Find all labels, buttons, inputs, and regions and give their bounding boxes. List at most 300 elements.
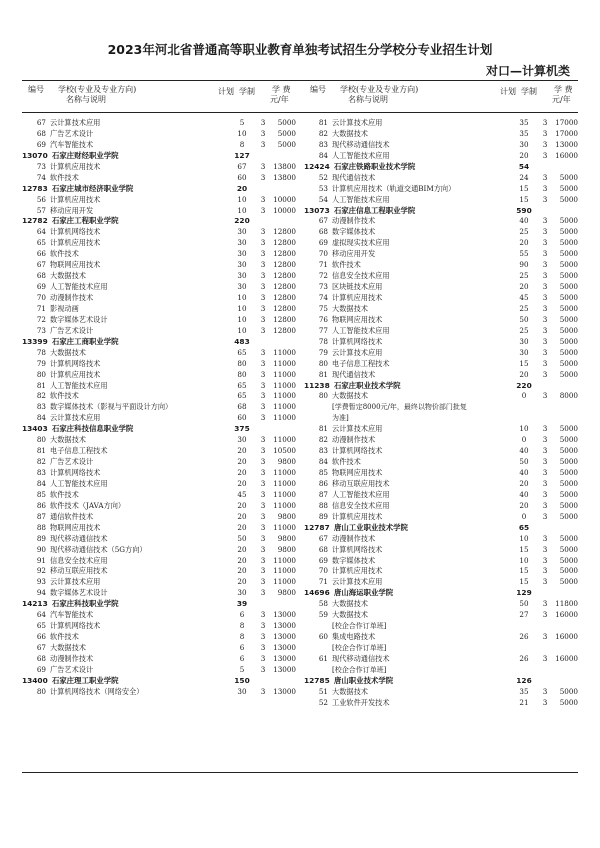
major-row	[304, 337, 578, 348]
code-cell: 87	[318, 489, 328, 499]
school-row	[22, 599, 296, 610]
name-cell: 人工智能技术应用	[50, 380, 108, 390]
plan-cell: 0	[521, 391, 527, 401]
years-cell: 3	[542, 500, 548, 510]
code-cell: 13070	[22, 150, 48, 160]
fee-cell: 17000	[555, 118, 578, 127]
fee-cell: 5000	[559, 271, 578, 281]
plan-cell: 30	[237, 227, 247, 237]
major-row	[22, 195, 296, 206]
years-cell: 3	[260, 194, 266, 204]
plan-cell: 483	[234, 336, 250, 346]
years-cell: 3	[260, 369, 266, 379]
fee-cell: 5000	[559, 238, 578, 248]
years-cell: 3	[542, 216, 548, 226]
code-cell: 75	[318, 303, 328, 313]
years-cell: 3	[542, 227, 548, 237]
name-cell: 现代移动通信技术	[332, 653, 390, 663]
major-row	[22, 468, 296, 479]
years-cell: 3	[260, 161, 266, 171]
major-row	[22, 391, 296, 402]
fee-cell: 11000	[273, 347, 296, 357]
major-row	[22, 621, 296, 632]
major-row	[22, 501, 296, 512]
plan-cell: 35	[519, 686, 529, 696]
major-row	[304, 632, 578, 643]
years-cell: 3	[260, 238, 266, 248]
major-row	[22, 206, 296, 217]
years-cell: 3	[542, 544, 548, 554]
years-cell: 3	[542, 194, 548, 204]
years-cell: 3	[260, 380, 266, 390]
years-cell: 3	[542, 697, 548, 707]
fee-cell: 5000	[559, 314, 578, 324]
years-cell: 3	[260, 293, 266, 302]
fee-cell: 11000	[273, 577, 296, 587]
major-row	[304, 610, 578, 621]
plan-cell: 30	[237, 435, 247, 445]
fee-cell: 5000	[559, 227, 578, 237]
code-cell: 69	[36, 139, 46, 149]
header-fee-line2: 元/年	[270, 95, 289, 104]
plan-cell: 0	[521, 511, 527, 521]
name-cell: 计算机网络技术	[50, 621, 101, 631]
name-cell: 动漫制作技术	[332, 435, 376, 445]
plan-cell: 10	[519, 533, 529, 543]
plan-cell: 20	[519, 282, 529, 292]
plan-cell: 10	[519, 555, 529, 565]
fee-cell: 5000	[559, 325, 578, 335]
plan-cell: 5	[239, 664, 245, 674]
plan-cell: 30	[519, 336, 529, 346]
right-column	[304, 118, 578, 709]
fee-cell: 11000	[273, 391, 296, 401]
major-row	[22, 271, 296, 282]
major-row	[22, 512, 296, 523]
fee-cell: 5000	[559, 468, 578, 477]
header-plan: 计划	[500, 87, 516, 96]
fee-cell: 5000	[559, 347, 578, 357]
plan-cell: 15	[519, 577, 529, 587]
plan-cell: 5	[239, 118, 245, 127]
code-cell: 70	[36, 293, 46, 302]
header-years: 学制	[239, 87, 255, 96]
plan-cell: 45	[519, 293, 529, 302]
major-row	[22, 293, 296, 304]
code-cell: 13403	[22, 424, 48, 434]
code-cell: 67	[36, 643, 46, 652]
code-cell: 84	[36, 478, 46, 488]
plan-cell: 30	[237, 271, 247, 281]
major-row	[22, 479, 296, 490]
code-cell: 56	[36, 194, 46, 204]
major-row	[304, 227, 578, 238]
code-cell: 84	[318, 150, 328, 160]
years-cell: 3	[260, 686, 266, 696]
fee-cell: 5000	[559, 369, 578, 379]
plan-cell: 127	[234, 150, 250, 160]
name-cell: 虚拟现实技术应用	[332, 238, 390, 248]
name-cell: 现代移动通信技术（5G方向）	[50, 544, 147, 554]
code-cell: 74	[36, 172, 46, 182]
code-cell: 12787	[304, 522, 330, 532]
major-row	[304, 151, 578, 162]
name-cell: 大数据技术	[332, 599, 368, 609]
code-cell: 83	[36, 402, 46, 412]
name-cell: 计算机网络技术	[332, 336, 383, 346]
plan-cell: 8	[239, 632, 245, 642]
code-cell: 80	[318, 391, 328, 401]
years-cell: 3	[542, 282, 548, 292]
major-row	[22, 118, 296, 129]
fee-cell: 11000	[273, 489, 296, 499]
fee-cell: 5000	[559, 183, 578, 193]
plan-cell: 80	[237, 358, 247, 368]
name-cell: 移动互联应用技术	[332, 478, 390, 488]
header-school-line2: 名称与说明	[66, 95, 106, 104]
document-title: 2023年河北省普通高等职业教育单独考试招生分学校分专业招生计划	[107, 42, 493, 57]
code-cell: 80	[36, 435, 46, 445]
plan-cell: 26	[519, 653, 529, 663]
code-cell: 79	[36, 358, 46, 368]
plan-cell: 30	[519, 139, 529, 149]
fee-cell: 11000	[273, 369, 296, 379]
major-row	[304, 490, 578, 501]
fee-cell: 9800	[277, 511, 296, 521]
major-row	[304, 566, 578, 577]
plan-cell: 15	[519, 544, 529, 554]
major-row	[304, 556, 578, 567]
code-cell: 82	[36, 457, 46, 467]
years-cell: 3	[542, 566, 548, 576]
name-cell: 数字媒体艺术设计	[50, 588, 108, 598]
name-cell: 影视动画	[50, 303, 79, 313]
code-cell: 92	[36, 566, 46, 576]
code-cell: 85	[36, 489, 46, 499]
header-top-rule	[22, 80, 578, 81]
school-row	[22, 151, 296, 162]
major-row	[304, 173, 578, 184]
name-cell: 集成电路技术	[332, 632, 376, 642]
years-cell: 3	[260, 468, 266, 477]
name-cell: 广告艺术设计	[50, 664, 94, 674]
plan-cell: 21	[519, 697, 529, 707]
code-cell: 13399	[22, 336, 48, 346]
years-cell: 3	[260, 391, 266, 401]
major-row	[304, 216, 578, 227]
name-cell: 石家庄理工职业学院	[52, 675, 119, 685]
name-cell: 计算机网络技术	[50, 227, 101, 237]
name-cell: 移动应用开发	[50, 205, 94, 215]
plan-cell: 6	[239, 643, 245, 652]
years-cell: 3	[542, 435, 548, 445]
plan-cell: 40	[519, 446, 529, 456]
code-cell: 77	[318, 325, 328, 335]
code-cell: 91	[36, 555, 46, 565]
plan-cell: 6	[239, 653, 245, 663]
header-bottom-rule	[22, 112, 578, 113]
name-cell: 移动互联应用技术	[50, 566, 108, 576]
plan-cell: 50	[519, 599, 529, 609]
note-row	[304, 665, 578, 676]
fee-cell: 5000	[559, 194, 578, 204]
years-cell: 3	[542, 599, 548, 609]
name-cell: 大数据技术	[332, 610, 368, 620]
code-cell: 60	[318, 632, 328, 642]
name-cell: [校企合作订单班]	[332, 622, 387, 631]
years-cell: 3	[542, 172, 548, 182]
major-row	[22, 687, 296, 698]
plan-cell: 15	[519, 183, 529, 193]
years-cell: 3	[260, 643, 266, 652]
years-cell: 3	[260, 632, 266, 642]
years-cell: 3	[260, 303, 266, 313]
name-cell: 大数据技术	[332, 303, 368, 313]
years-cell: 3	[542, 555, 548, 565]
name-cell: 石家庄职业技术学院	[334, 380, 401, 390]
name-cell: 人工智能技术应用	[332, 150, 390, 160]
code-cell: 88	[318, 500, 328, 510]
years-cell: 3	[542, 446, 548, 456]
header-code: 编号	[310, 85, 326, 94]
name-cell: 大数据技术	[50, 643, 86, 652]
school-row	[304, 206, 578, 217]
major-row	[304, 326, 578, 337]
plan-cell: 150	[234, 675, 250, 685]
plan-cell: 30	[519, 347, 529, 357]
code-cell: 81	[36, 380, 46, 390]
code-cell: 67	[318, 533, 328, 543]
plan-cell: 20	[237, 446, 247, 456]
years-cell: 3	[260, 544, 266, 554]
fee-cell: 16000	[555, 610, 578, 620]
plan-cell: 50	[519, 314, 529, 324]
name-cell: 云计算技术应用	[332, 118, 383, 127]
years-cell: 3	[542, 489, 548, 499]
plan-cell: 20	[519, 369, 529, 379]
plan-cell: 60	[237, 172, 247, 182]
plan-cell: 20	[237, 522, 247, 532]
years-cell: 3	[260, 139, 266, 149]
name-cell: 唐山职业技术学院	[334, 675, 394, 685]
name-cell: 云计算技术应用	[50, 577, 101, 587]
major-row	[22, 490, 296, 501]
major-row	[304, 348, 578, 359]
code-cell: 52	[318, 172, 328, 182]
name-cell: 计算机应用技术	[50, 369, 101, 379]
name-cell: 计算机应用技术（轨道交通BIM方向）	[332, 183, 456, 193]
plan-cell: 50	[237, 533, 247, 543]
plan-cell: 25	[519, 303, 529, 313]
name-cell: 云计算技术应用	[332, 577, 383, 587]
years-cell: 3	[260, 402, 266, 412]
name-cell: 汽车智能技术	[50, 139, 94, 149]
major-row	[22, 632, 296, 643]
fee-cell: 11000	[273, 478, 296, 488]
code-cell: 81	[36, 446, 46, 456]
fee-cell: 17000	[555, 128, 578, 138]
plan-cell: 27	[519, 610, 529, 620]
code-cell: 81	[318, 369, 328, 379]
name-cell: 云计算技术应用	[50, 413, 101, 423]
plan-cell: 68	[237, 402, 247, 412]
name-cell: 动漫制作技术	[332, 216, 376, 226]
code-cell: 59	[318, 610, 328, 620]
name-cell: 石家庄工程职业学院	[52, 216, 119, 226]
fee-cell: 5000	[559, 577, 578, 587]
note-row	[304, 621, 578, 632]
major-row	[22, 446, 296, 457]
fee-cell: 5000	[559, 544, 578, 554]
years-cell: 3	[260, 457, 266, 467]
name-cell: 云计算技术应用	[332, 347, 383, 357]
fee-cell: 5000	[559, 500, 578, 510]
name-cell: 移动应用开发	[332, 249, 376, 259]
plan-cell: 65	[518, 522, 530, 532]
header-years: 学制	[521, 87, 537, 96]
code-cell: 83	[318, 446, 328, 456]
fee-cell: 5000	[559, 249, 578, 259]
years-cell: 3	[542, 238, 548, 248]
code-cell: 70	[318, 249, 328, 259]
fee-cell: 5000	[559, 336, 578, 346]
plan-cell: 20	[237, 457, 247, 467]
name-cell: 大数据技术	[50, 271, 86, 281]
code-cell: 82	[318, 435, 328, 445]
name-cell: 计算机网络技术	[332, 446, 383, 456]
fee-cell: 5000	[559, 424, 578, 434]
name-cell: 大数据技术	[50, 435, 86, 445]
fee-cell: 5000	[277, 128, 296, 138]
major-row	[304, 446, 578, 457]
name-cell: 信息安全技术应用	[332, 500, 390, 510]
school-row	[304, 381, 578, 392]
major-row	[22, 523, 296, 534]
name-cell: 石家庄科技信息职业学院	[52, 424, 134, 434]
plan-cell: 20	[519, 238, 529, 248]
major-row	[22, 315, 296, 326]
header-plan: 计划	[218, 87, 234, 96]
major-row	[22, 173, 296, 184]
note-row	[304, 643, 578, 654]
name-cell: [校企合作订单班]	[332, 665, 387, 674]
major-row	[304, 577, 578, 588]
major-row	[304, 545, 578, 556]
plan-cell: 65	[237, 347, 247, 357]
plan-cell: 65	[237, 391, 247, 401]
plan-cell: 90	[519, 260, 529, 270]
left-column	[22, 118, 296, 698]
fee-cell: 12800	[273, 314, 296, 324]
plan-cell: 20	[237, 577, 247, 587]
name-cell: 为准]	[332, 414, 349, 423]
years-cell: 3	[542, 369, 548, 379]
code-cell: 80	[318, 358, 328, 368]
header-school-line1: 学校(专业及专业方向)	[340, 85, 419, 94]
plan-cell: 30	[237, 260, 247, 270]
plan-cell: 10	[237, 303, 247, 313]
major-row	[304, 359, 578, 370]
name-cell: 人工智能技术应用	[332, 325, 390, 335]
years-cell: 3	[260, 588, 266, 598]
category-label: 对口—计算机类	[485, 64, 570, 78]
name-cell: 人工智能技术应用	[332, 489, 390, 499]
major-row	[304, 370, 578, 381]
years-cell: 3	[260, 664, 266, 674]
name-cell: 信息安全技术应用	[50, 555, 108, 565]
plan-cell: 54	[518, 161, 530, 171]
years-cell: 3	[542, 533, 548, 543]
code-cell: 61	[318, 653, 328, 663]
years-cell: 3	[542, 303, 548, 313]
name-cell: 软件技术	[50, 391, 79, 401]
code-cell: 12782	[22, 216, 48, 226]
code-cell: 13073	[304, 205, 330, 215]
major-row	[304, 118, 578, 129]
years-cell: 3	[260, 249, 266, 259]
major-row	[304, 687, 578, 698]
header-school-line2: 名称与说明	[348, 95, 388, 104]
plan-cell: 126	[516, 675, 532, 685]
plan-cell: 6	[239, 610, 245, 620]
years-cell: 3	[542, 610, 548, 620]
code-cell: 87	[36, 511, 46, 521]
major-row	[304, 391, 578, 402]
name-cell: 现代移动通信技术	[332, 139, 390, 149]
major-row	[22, 348, 296, 359]
major-row	[304, 501, 578, 512]
school-row	[22, 216, 296, 227]
plan-cell: 0	[521, 435, 527, 445]
fee-cell: 5000	[559, 489, 578, 499]
years-cell: 3	[260, 271, 266, 281]
header-fee-line1: 学 费	[554, 85, 573, 94]
code-cell: 94	[36, 588, 46, 598]
years-cell: 3	[542, 391, 548, 401]
name-cell: [学费暂定8000元/年，最终以物价部门批复	[332, 403, 467, 412]
plan-cell: 35	[519, 128, 529, 138]
major-row	[22, 282, 296, 293]
name-cell: 动漫制作技术	[50, 653, 94, 663]
major-row	[304, 698, 578, 709]
years-cell: 3	[260, 205, 266, 215]
code-cell: 81	[318, 118, 328, 127]
major-row	[304, 195, 578, 206]
major-row	[22, 260, 296, 271]
years-cell: 3	[542, 577, 548, 587]
major-row	[304, 534, 578, 545]
years-cell: 3	[260, 577, 266, 587]
major-row	[304, 238, 578, 249]
code-cell: 52	[318, 697, 328, 707]
plan-cell: 375	[234, 424, 250, 434]
years-cell: 3	[260, 522, 266, 532]
header-code: 编号	[28, 85, 44, 94]
major-row	[22, 556, 296, 567]
fee-cell: 13000	[273, 686, 296, 696]
school-row	[22, 676, 296, 687]
major-row	[22, 227, 296, 238]
fee-cell: 5000	[559, 303, 578, 313]
code-cell: 69	[318, 555, 328, 565]
code-cell: 89	[318, 511, 328, 521]
years-cell: 3	[542, 139, 548, 149]
years-cell: 3	[260, 227, 266, 237]
code-cell: 81	[318, 424, 328, 434]
fee-cell: 5000	[559, 555, 578, 565]
years-cell: 3	[542, 260, 548, 270]
fee-cell: 12800	[273, 249, 296, 259]
